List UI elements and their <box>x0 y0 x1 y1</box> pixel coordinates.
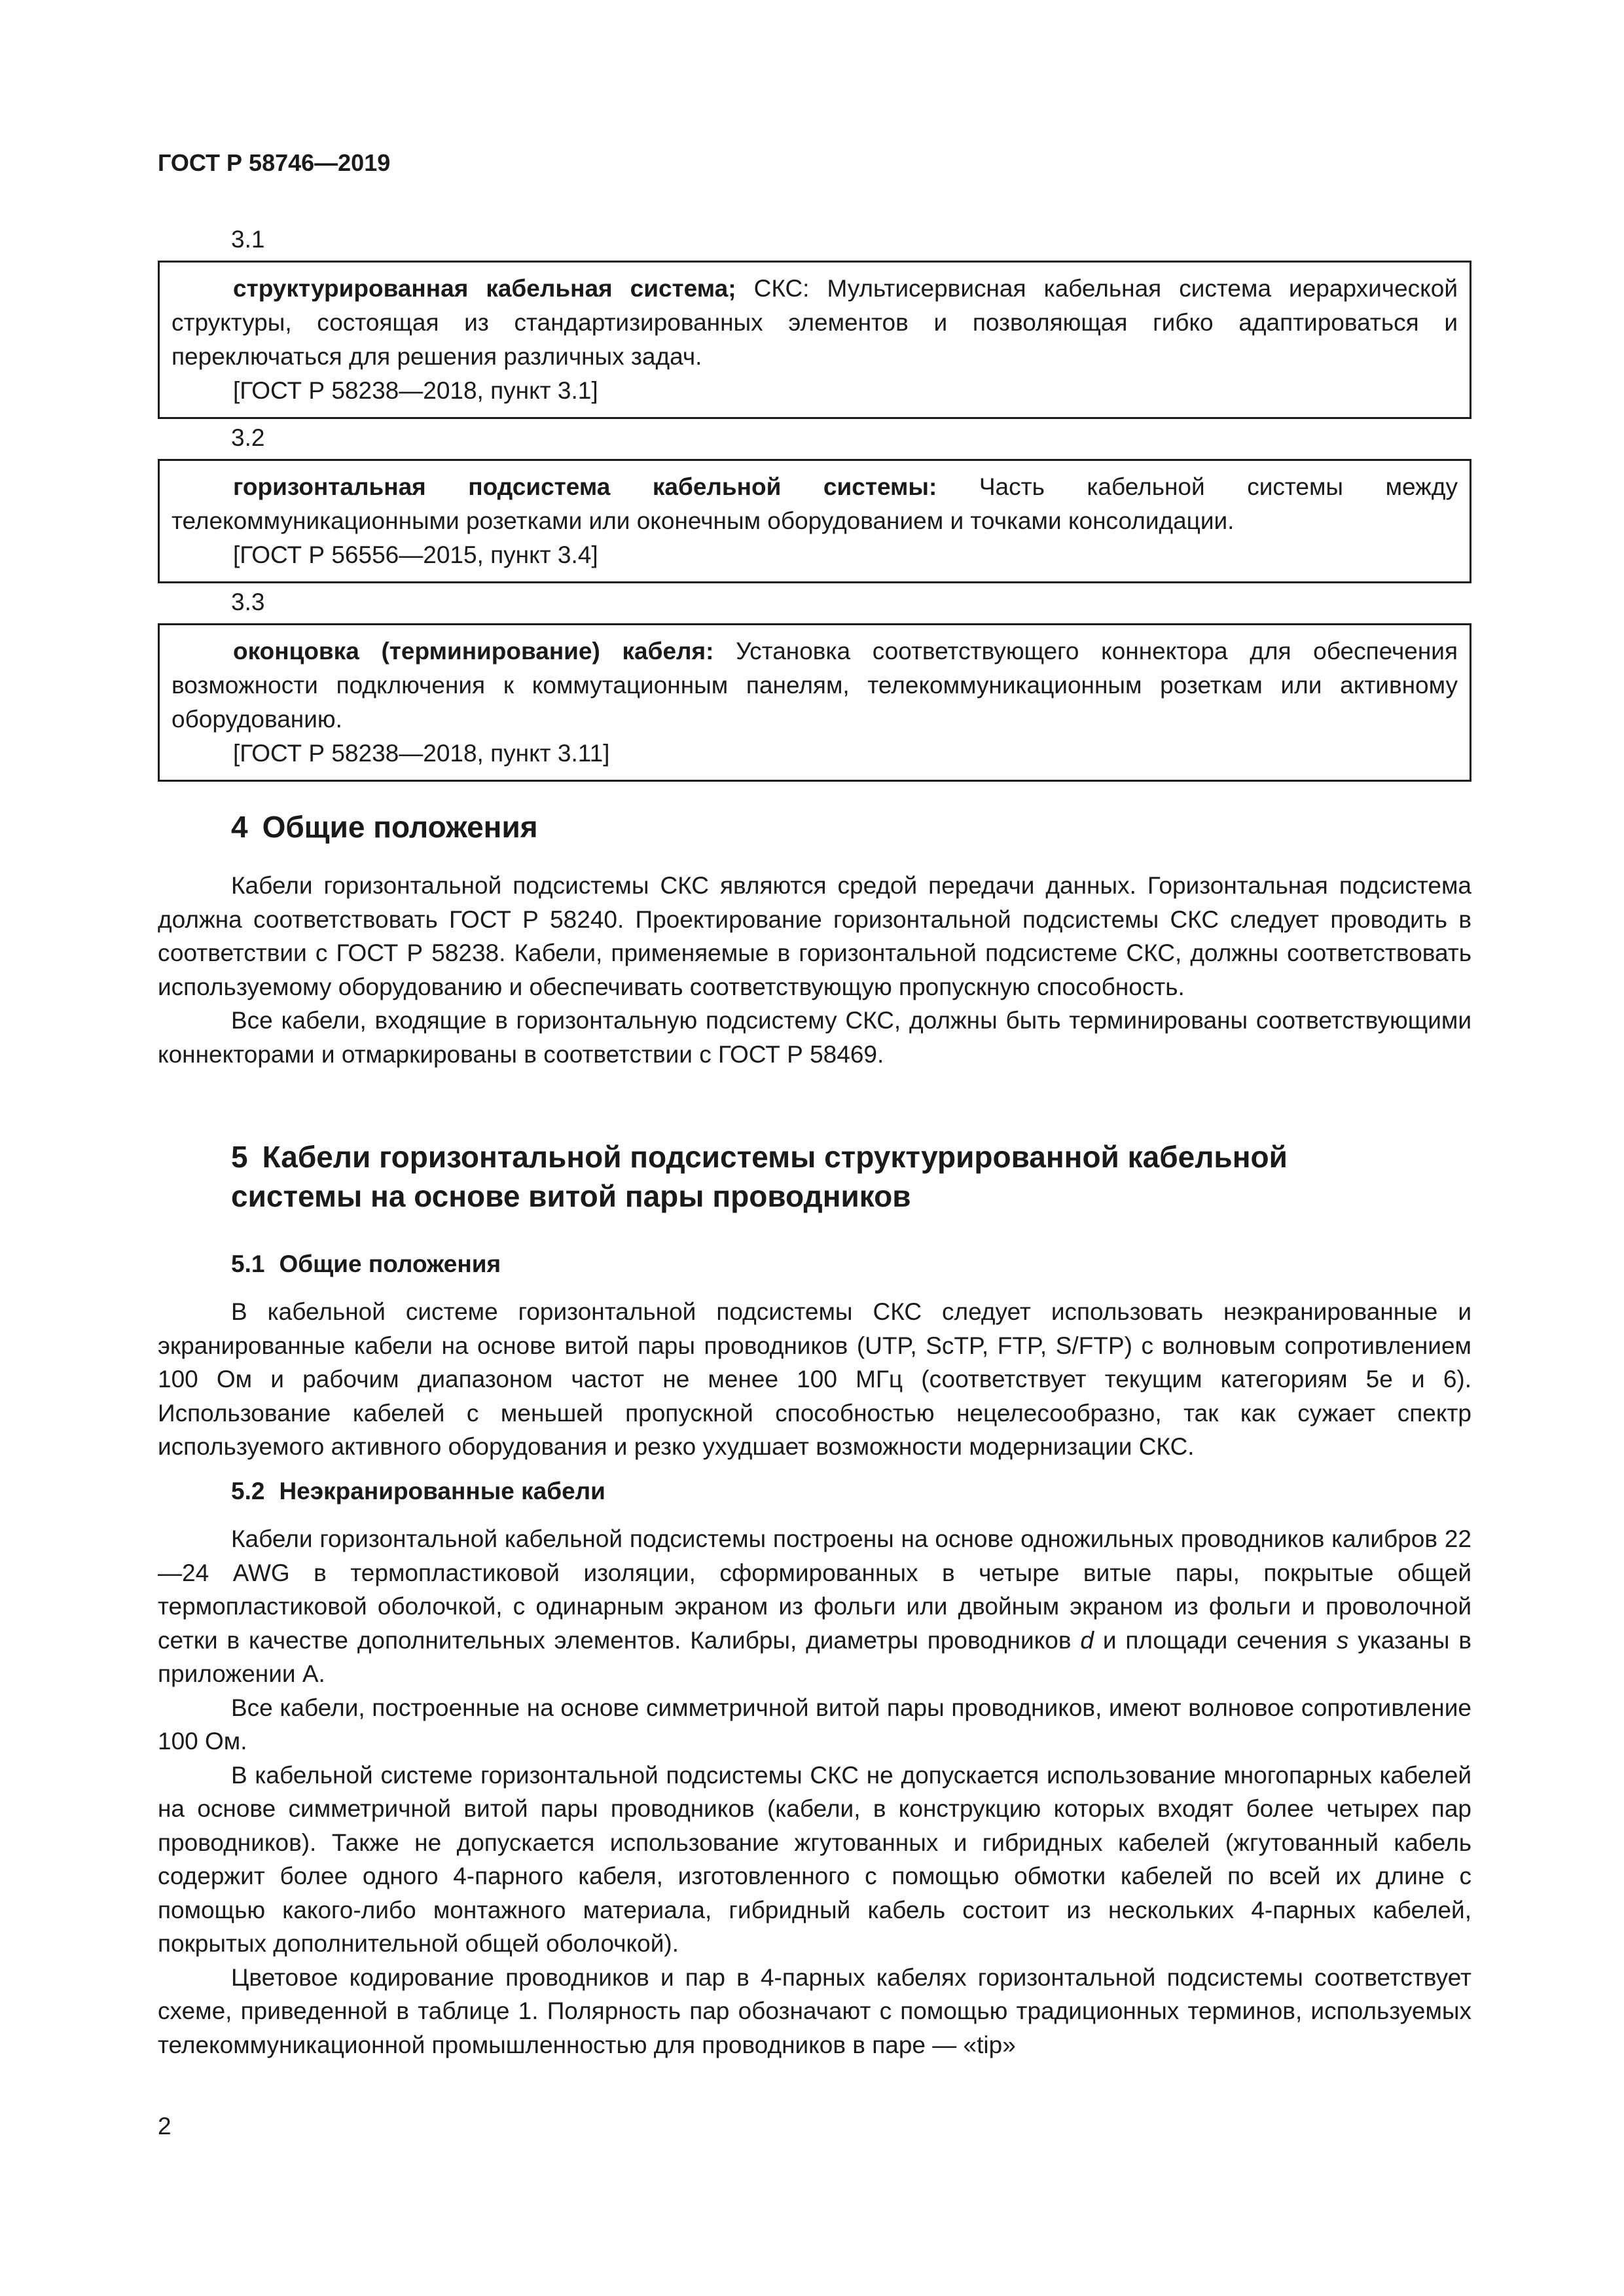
term-definition-box <box>158 459 1471 583</box>
paragraph: В кабельной системе горизонтальной подсистемы СКС следует использовать неэкранированные и экранированные кабели на основе витой пары проводников (UTP, ScTP, FTP, S/FTP) с волновым сопротивлением 100 Ом и рабочим диапазоном частот не менее 100 МГц (соответствует текущим категориям 5е и 6). Использование кабелей с меньшей пропускной способностью нецелесообразно, так как сужает спектр используемого активного оборудования и резко ухудшает возможности модернизации СКС. <box>158 1298 1471 1460</box>
paragraph-text: и площади сечения <box>1093 1626 1337 1654</box>
subsection-number: 5.1 <box>231 1250 265 1277</box>
subsection-5-2-heading <box>231 1474 605 1508</box>
section-title: Общие положения <box>262 810 538 844</box>
term-reference: [ГОСТ Р 58238—2018, пункт 3.1] <box>233 377 598 404</box>
symbol-s: s <box>1336 1626 1349 1654</box>
term-text: СКС: Мультисервисная кабельная система иерархической структуры, состоящая из стандартизированных элементов и позволяющая гибко адаптироваться и переключаться для решения различных задач. <box>171 275 1458 370</box>
paragraph-text: Кабели горизонтальной кабельной подсистемы построены на основе одножильных проводников калибров 22—24 AWG в термопластиковой изоляции, сформированных в четыре витые пары, покрытые общей термопластиковой оболочкой, с одинарным экраном из фольги или двойным экраном из фольги и проволочной сетки в качестве дополнительных элементов. Калибры, диаметры проводников <box>158 1525 1471 1654</box>
subsection-5-1-body <box>158 1295 1471 1464</box>
page-number: 2 <box>158 2113 171 2140</box>
term-definition-box <box>158 261 1471 419</box>
paragraph: Цветовое кодирование проводников и пар в 4-парных кабелях горизонтальной подсистемы соответствует схеме, приведенной в таблице 1. Полярность пар обозначают с помощью традиционных терминов, используемых телекоммуникационной промышленностью для проводников в паре — «tip» <box>158 1963 1471 2058</box>
paragraph <box>158 1522 1471 1691</box>
section-title-line2: системы на основе витой пары проводников <box>231 1179 911 1213</box>
paragraph: В кабельной системе горизонтальной подсистемы СКС не допускается использование многопарных кабелей на основе симметричной витой пары проводников (кабели, в конструкцию которых входят более четырех пар проводников). Также не допускается использование жгутованных и гибридных кабелей (жгутованный кабель содержит более одного 4-парного кабеля, изготовленного с помощью обмотки кабелей по всей их длине с помощью какого-либо монтажного материала, гибридный кабель состоит из нескольких 4-парных кабелей, покрытых дополнительной общей оболочкой). <box>158 1761 1471 1957</box>
paragraph: Все кабели, входящие в горизонтальную подсистему СКС, должны быть терминированы соответствующими коннекторами и отмаркированы в соответствии с ГОСТ Р 58469. <box>158 1007 1471 1068</box>
section-number: 4 <box>231 810 248 844</box>
subsection-title: Неэкранированные кабели <box>279 1478 605 1504</box>
subsection-title: Общие положения <box>279 1250 501 1277</box>
term-definition <box>171 470 1458 538</box>
term-definition <box>171 634 1458 737</box>
paragraph-text: указаны в приложении А. <box>158 1626 1471 1687</box>
term-reference: [ГОСТ Р 56556—2015, пункт 3.4] <box>233 541 598 568</box>
subsection-number: 5.2 <box>231 1478 265 1504</box>
section-4-heading <box>231 807 538 847</box>
term-title: структурированная кабельная система; <box>233 275 736 302</box>
section-number: 5 <box>231 1140 248 1174</box>
document-header: ГОСТ Р 58746—2019 <box>158 149 391 176</box>
symbol-d: d <box>1080 1626 1094 1654</box>
term-number: 3.1 <box>231 226 265 253</box>
paragraph: Кабели горизонтальной подсистемы СКС являются средой передачи данных. Горизонтальная подсистема должна соответствовать ГОСТ Р 58240. Проектирование горизонтальной подсистемы СКС следует проводить в соответствии с ГОСТ Р 58238. Кабели, применяемые в горизонтальной подсистеме СКС, должны соответствовать используемому оборудованию и обеспечивать соответствующую пропускную способность. <box>158 872 1471 1000</box>
paragraph: Все кабели, построенные на основе симметричной витой пары проводников, имеют волновое сопротивление 100 Ом. <box>158 1694 1471 1755</box>
term-title: оконцовка (терминирование) кабеля: <box>233 638 714 665</box>
term-definition <box>171 272 1458 374</box>
subsection-5-2-body <box>158 1522 1471 2062</box>
section-title-line1: Кабели горизонтальной подсистемы структурированной кабельной <box>262 1140 1288 1174</box>
section-5-heading <box>231 1137 1288 1216</box>
term-title: горизонтальная подсистема кабельной системы: <box>233 473 937 500</box>
subsection-5-1-heading <box>231 1247 501 1281</box>
term-reference: [ГОСТ Р 58238—2018, пункт 3.11] <box>233 740 610 767</box>
term-text: Установка соответствующего коннектора для обеспечения возможности подключения к коммутационным панелям, телекоммуникационным розеткам или активному оборудованию. <box>171 638 1458 733</box>
term-definition-box <box>158 623 1471 782</box>
term-text: Часть кабельной системы между телекоммуникационными розетками или оконечным оборудованием и точками консолидации. <box>171 473 1458 534</box>
term-number: 3.3 <box>231 589 265 615</box>
term-number: 3.2 <box>231 424 265 451</box>
section-4-body <box>158 869 1471 1071</box>
